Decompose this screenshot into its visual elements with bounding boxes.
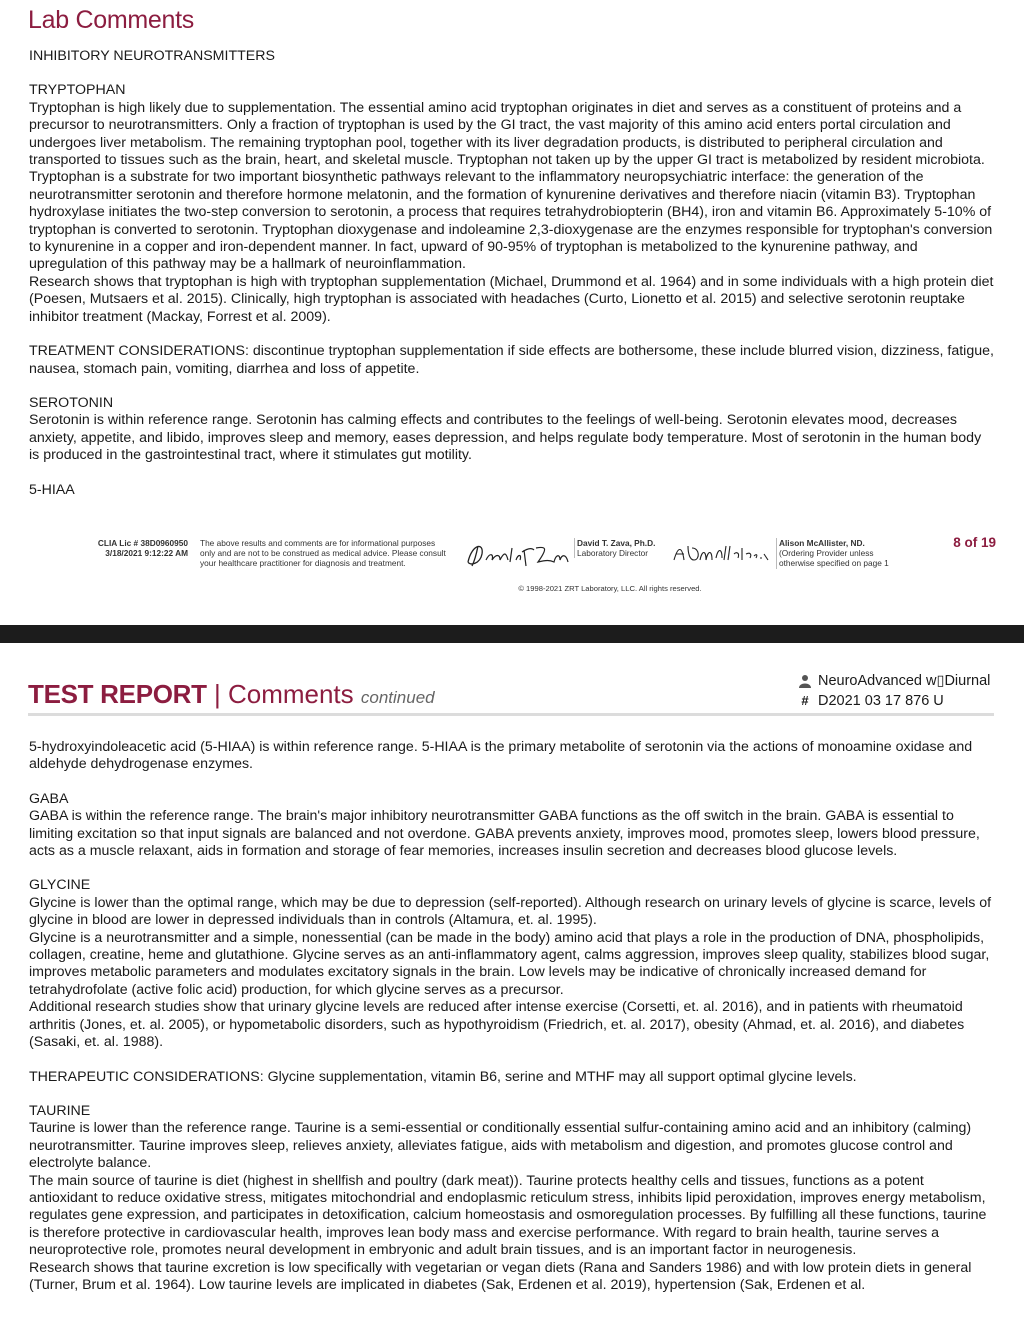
report-meta — [798, 671, 990, 711]
taurine-paragraph: The main source of taurine is diet (highest in shellfish and poultry (dark meat)). Taurine protects healthy cells and tissues, functions as a potent antioxidant to reduce oxidative stress, mitigates mitochondrial and endoplasmic reticulum stress, inhibits lipid peroxidation, improves energy metabolism, regulates gene expression, and participates in detoxification, calcium homeostasis and osmoregulation processes. By fulfilling all these functions, taurine is therefore protective in cardiovascular health, improves lean body mass and exercise performance. With regard to brain health, taurine serves a neuroprotective role, promotes neural development in embryonic and adult brain tissues, and is an important factor in neurogenesis. — [29, 1172, 987, 1259]
director-name: David T. Zava, Ph.D. — [577, 538, 656, 548]
provider-block — [776, 538, 896, 569]
gaba-paragraph: GABA is within the reference range. The brain's major inhibitory neurotransmitter GABA functions as the off switch in the brain. GABA is essential to limiting excitation so that input signals are balanced and not overdone. GABA prevents anxiety, improves mood, promotes sleep, lowers blood pressure, acts as a muscle relaxant, aids in formation and storage of fear memories, increases insulin secretion and decreases blood glucose levels. — [29, 808, 980, 860]
comments-body — [29, 48, 995, 499]
page-number: 8 of 19 — [953, 535, 996, 550]
tryptophan-paragraph: Research shows that tryptophan is high with tryptophan supplementation (Michael, Drummond et al. 1964) and in some individuals with a high protein diet (Poesen, Mutsaers et al. 2015). Clinically, high tryptophan is associated with headaches (Curto, Lionetto et al. 2015) and selective serotonin reuptake inhibitor treatment (Mackay, Forrest et al. 2009). — [29, 273, 994, 325]
provider-name: Alison McAllister, ND. — [779, 538, 865, 548]
director-block — [574, 538, 669, 558]
report-title-sub: Comments — [227, 679, 354, 709]
director-signature — [462, 536, 570, 572]
copyright: © 1998-2021 ZRT Laboratory, LLC. All rights reserved. — [518, 584, 702, 593]
report-title-continued: continued — [360, 688, 435, 707]
glycine-paragraph: Glycine is a neurotransmitter and a simple, nonessential (can be made in the body) amino acid that plays a role in the production of DNA, phospholipids, collagen, creatine, heme and glutathione. Glycine serves as an anti-inflammatory agent, calms aggression, improves sleep quality, stabilizes blood sugar, improves metabolic parameters and modulates excitatory signals in the brain. Low levels may be indicative of chronically increased demand for tetrahydrofolate (active folic acid) production, for which glycine serves as a precursor. — [29, 929, 990, 998]
page-separator — [0, 625, 1024, 643]
glycine-heading: GLYCINE — [29, 877, 91, 894]
report-datetime: 3/18/2021 9:12:22 AM — [105, 548, 188, 559]
patient-row — [798, 671, 990, 691]
therapeutic-considerations: THERAPEUTIC CONSIDERATIONS: Glycine supplementation, vitamin B6, serine and MTHF may all support optimal glycine levels. — [29, 1068, 857, 1085]
gaba-heading: GABA — [29, 790, 69, 807]
serotonin-paragraph: Serotonin is within reference range. Serotonin has calming effects and contributes to the feelings of well-being. Serotonin elevates mood, decreases anxiety, appetite, and libido, improves sleep and memory, eases depression, and helps regulate body temperature. Most of serotonin in the human body is produced in the gastrointestinal tract, where it stimulates gut motility. — [29, 412, 982, 464]
page-title: Lab Comments — [28, 6, 194, 34]
report-title — [28, 679, 435, 710]
serotonin-heading: SEROTONIN — [29, 394, 114, 411]
report-page-8 — [0, 0, 1024, 625]
order-row — [798, 691, 990, 711]
header-divider — [28, 713, 994, 716]
person-icon — [798, 674, 812, 688]
tryptophan-paragraph: Tryptophan is high likely due to supplementation. The essential amino acid tryptophan originates in diet and serves as a constituent of proteins and a precursor to neurotransmitters. Only a fraction of tryptophan is used by the GI tract, the vast majority of this amino acid enters portal circulation and undergoes liver metabolism. The remaining tryptophan pool, together with its liver degradation products, is distributed to peripheral circulation and transported to tissues such as the brain, heart, and skeletal muscle. Tryptophan not taken up by the upper GI tract is metabolized by resident microbiota. — [29, 99, 985, 169]
hash-icon: # — [801, 693, 809, 708]
taurine-paragraph: Research shows that taurine excretion is low specifically with vegetarian or vegan diets (Rana and Sanders 1986) and with low protein diets in general (Turner, Brum et al. 1964). Low taurine levels are implicated in diabetes (Sak, Erdenen et al. 2019), hypertension (Sak, Erdenen et al. — [29, 1259, 972, 1293]
taurine-paragraph: Taurine is lower than the reference range. Taurine is a semi-essential or conditionally essential sulfur-containing amino acid and an inhibitory (calming) neurotransmitter. Taurine improves sleep, relieves anxiety, alleviates fatigue, aids with metabolism and digestion, and promotes glucose control and electrolyte balance. — [29, 1120, 972, 1172]
provider-signature — [670, 540, 770, 566]
tryptophan-heading: TRYPTOPHAN — [29, 82, 126, 99]
comments-body-continued — [29, 739, 995, 1294]
treatment-considerations: TREATMENT CONSIDERATIONS: discontinue tryptophan supplementation if side effects are bothersome, these include blurred vision, dizziness, fatigue, nausea, stomach pain, vomiting, diarrhea and loss of appetite. — [29, 343, 994, 377]
tryptophan-paragraph: Tryptophan is a substrate for two important biosynthetic pathways relevant to the inflammatory neuropsychiatric interface: the generation of the neurotransmitter serotonin and therefore hormone melatonin, and the formation of kynurenine derivatives and therefore niacin (vitamin B3). Tryptophan hydroxylase initiates the two-step conversion to serotonin, a process that requires tetrahydrobiopterin (BH4), iron and vitamin B6. Approximately 5-10% of tryptophan is converted to serotonin. Tryptophan dioxygenase and indoleamine 2,3-dioxygenase are the enzymes responsible for tryptophan's conversion to kynurenine in a copper and iron-dependent manner. In fact, upward of 90-95% of tryptophan is metabolized to the kynurenine pathway, and upregulation of this pathway may be a hallmark of neuroinflammation. — [29, 169, 993, 273]
hiaa-paragraph: 5-hydroxyindoleacetic acid (5-HIAA) is within reference range. 5-HIAA is the primary metabolite of serotonin via the actions of monoamine oxidase and aldehyde dehydrogenase enzymes. — [29, 739, 973, 773]
clia-number: CLIA Lic # 38D0960950 — [97, 538, 188, 548]
disclaimer: The above results and comments are for informational purposes only and are not to be construed as medical advice. Please consult your healthcare practitioner for diagnosis and treatment. — [200, 538, 446, 569]
taurine-heading: TAURINE — [29, 1102, 91, 1119]
director-title: Laboratory Director — [577, 548, 649, 559]
clia-block — [92, 538, 188, 558]
glycine-paragraph: Glycine is lower than the optimal range, which may be due to depression (self-reported). Although research on urinary levels of glycine is scarce, levels of glycine in blood are lower in depressed individuals than in controls (Altamura, et. al. 1995). — [29, 894, 992, 929]
hiaa-heading: 5-HIAA — [29, 481, 75, 498]
glycine-paragraph: Additional research studies show that urinary glycine levels are reduced after intense exercise (Corsetti, et. al. 2016), and in patients with rheumatoid arthritis (Jones, et. al. 2005), or hypometabolic disorders, such as hypothyroidism (Friedrich, et. al. 2017), obesity (Ahmad, et. al. 2016), and diabetes (Sasaki, et. al. 1988). — [29, 999, 965, 1051]
order-id: D2021 03 17 876 U — [818, 693, 944, 709]
patient-test-name: NeuroAdvanced w▯Diurnal — [818, 673, 991, 689]
provider-note: (Ordering Provider unless otherwise specified on page 1 — [779, 548, 889, 569]
section-heading: INHIBITORY NEUROTRANSMITTERS — [29, 48, 275, 64]
page-footer — [0, 536, 1024, 596]
title-separator: | — [213, 679, 221, 709]
report-page-9 — [0, 643, 1024, 1330]
report-title-main: TEST REPORT — [28, 679, 207, 709]
